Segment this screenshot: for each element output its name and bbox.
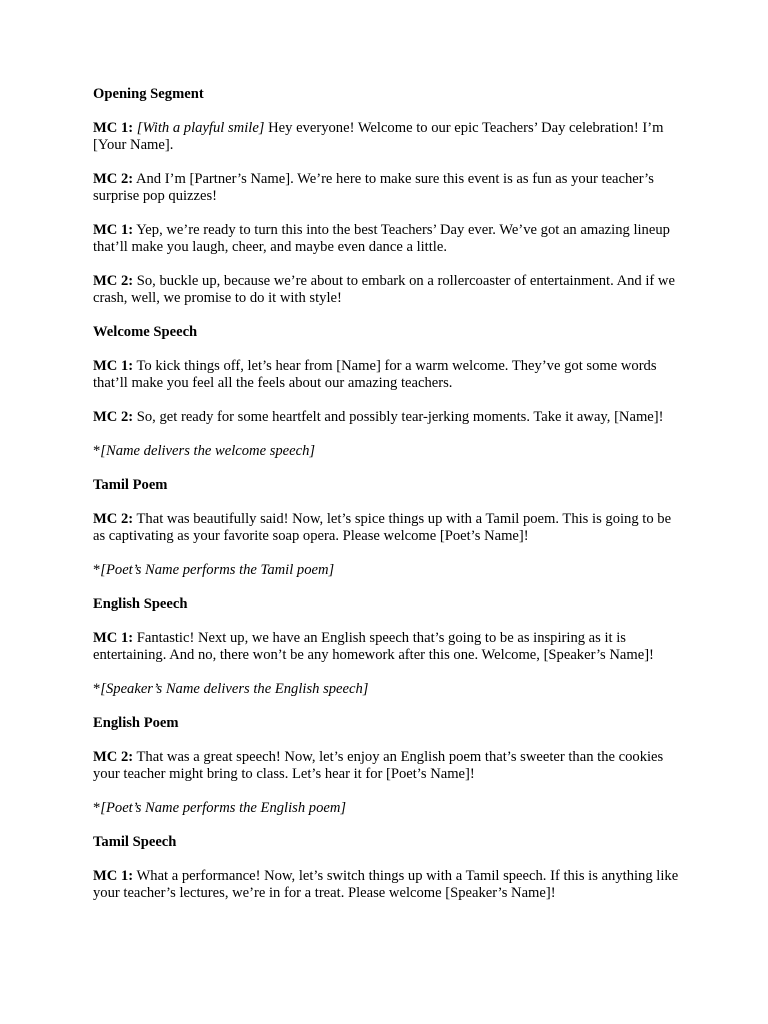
dialogue-line	[93, 120, 683, 154]
dialogue-line	[93, 273, 683, 307]
dialogue-text: Fantastic! Next up, we have an English speech that’s going to be as inspiring as it is entertaining. And no, there won’t be any homework after this one. Welcome, [Speaker’s Name]!	[93, 630, 654, 663]
dialogue-text: Hey everyone! Welcome to our epic Teachers’ Day celebration! I’m [Your Name].	[93, 120, 664, 153]
speaker-label: MC 1:	[93, 222, 134, 238]
dialogue-line	[93, 630, 683, 664]
speaker-label: MC 1:	[93, 868, 134, 884]
dialogue-text: That was beautifully said! Now, let’s spice things up with a Tamil poem. This is going to be as captivating as your favorite soap opera. Please welcome [Poet’s Name]!	[93, 511, 672, 544]
document-page	[93, 86, 683, 919]
speaker-label: MC 1:	[93, 630, 134, 646]
dialogue-text: So, buckle up, because we’re about to embark on a rollercoaster of entertainment. And if we crash, well, we promise to do it with style!	[93, 273, 675, 306]
stage-direction-text: [Poet’s Name performs the English poem]	[100, 800, 347, 816]
stage-direction-marker: *	[93, 800, 101, 816]
dialogue-line	[93, 749, 683, 783]
stage-direction-marker: *	[93, 681, 101, 697]
section-heading: Tamil Speech	[93, 834, 177, 850]
stage-direction	[93, 562, 683, 579]
speaker-label: MC 1:	[93, 358, 134, 374]
speaker-label: MC 2:	[93, 511, 134, 527]
stage-direction-inline: [With a playful smile]	[136, 120, 265, 136]
speaker-label: MC 1:	[93, 120, 134, 136]
stage-direction-text: [Speaker’s Name delivers the English speech]	[100, 681, 369, 697]
stage-direction	[93, 800, 683, 817]
section-heading: English Poem	[93, 715, 179, 731]
dialogue-line	[93, 868, 683, 902]
speaker-label: MC 2:	[93, 273, 134, 289]
dialogue-line	[93, 511, 683, 545]
stage-direction-marker: *	[93, 443, 101, 459]
dialogue-line	[93, 171, 683, 205]
stage-direction	[93, 681, 683, 698]
speaker-label: MC 2:	[93, 749, 134, 765]
section-heading: English Speech	[93, 596, 188, 612]
dialogue-line	[93, 358, 683, 392]
dialogue-line	[93, 409, 683, 426]
dialogue-text: What a performance! Now, let’s switch things up with a Tamil speech. If this is anything like your teacher’s lectures, we’re in for a treat. Please welcome [Speaker’s Name]!	[93, 868, 679, 901]
speaker-label: MC 2:	[93, 171, 134, 187]
dialogue-text: Yep, we’re ready to turn this into the best Teachers’ Day ever. We’ve got an amazing lineup that’ll make you laugh, cheer, and maybe even dance a little.	[93, 222, 670, 255]
stage-direction-marker: *	[93, 562, 101, 578]
dialogue-text: To kick things off, let’s hear from [Name] for a warm welcome. They’ve got some words that’ll make you feel all the feels about our amazing teachers.	[93, 358, 657, 391]
dialogue-text: That was a great speech! Now, let’s enjoy an English poem that’s sweeter than the cookies your teacher might bring to class. Let’s hear it for [Poet’s Name]!	[93, 749, 664, 782]
stage-direction	[93, 443, 683, 460]
dialogue-line	[93, 222, 683, 256]
stage-direction-text: [Poet’s Name performs the Tamil poem]	[100, 562, 335, 578]
speaker-label: MC 2:	[93, 409, 134, 425]
section-heading: Welcome Speech	[93, 324, 198, 340]
stage-direction-text: [Name delivers the welcome speech]	[100, 443, 316, 459]
section-heading: Tamil Poem	[93, 477, 168, 493]
dialogue-text: So, get ready for some heartfelt and possibly tear-jerking moments. Take it away, [Name]!	[133, 409, 664, 425]
dialogue-text: And I’m [Partner’s Name]. We’re here to make sure this event is as fun as your teacher’s surprise pop quizzes!	[93, 171, 654, 204]
section-heading: Opening Segment	[93, 86, 204, 102]
